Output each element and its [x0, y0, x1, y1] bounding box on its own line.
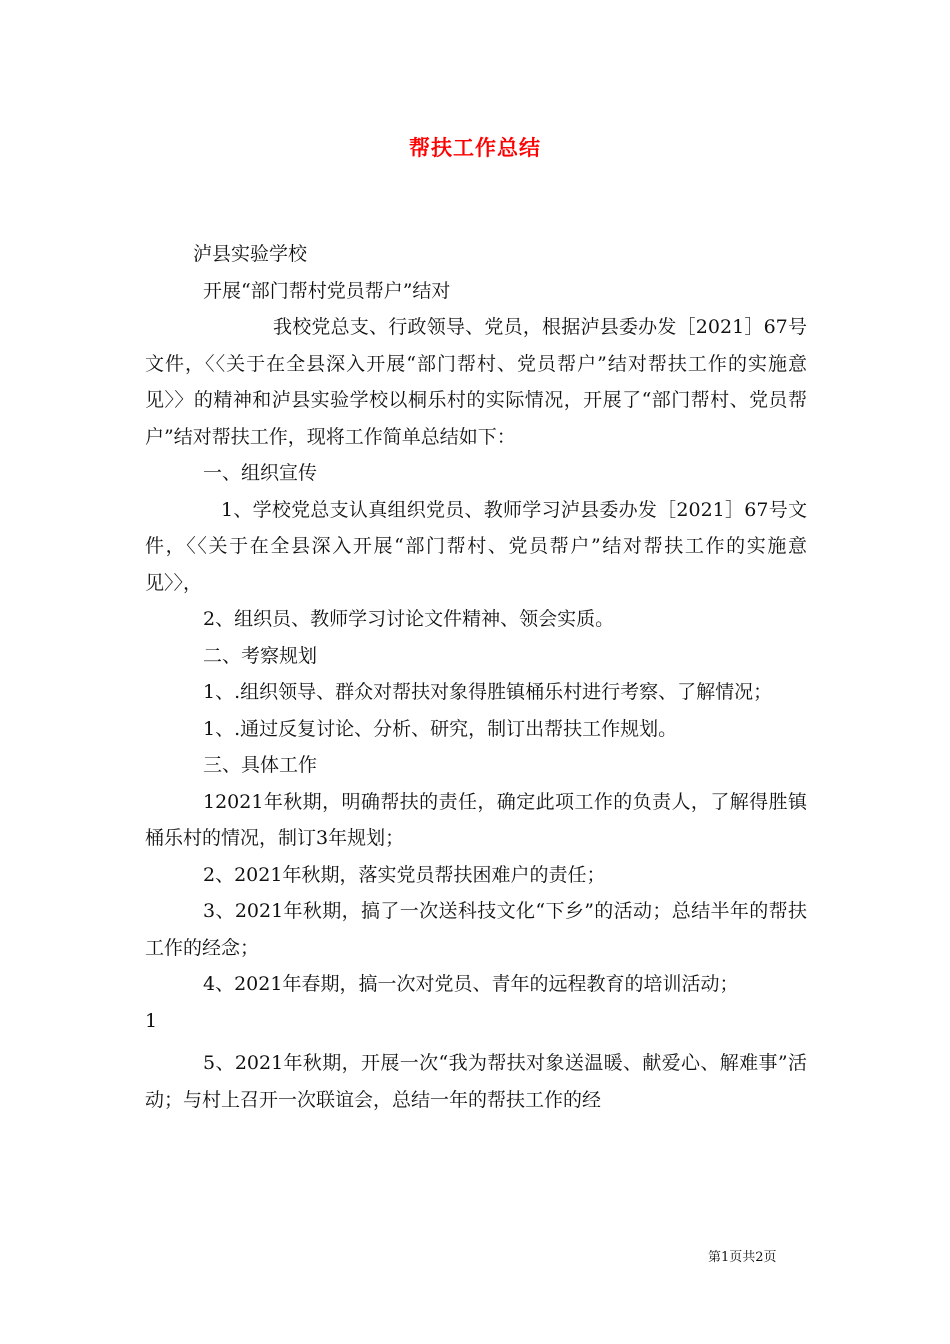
list-item: 5、2021年秋期，开展一次“我为帮扶对象送温暖、献爱心、解难事”活动；与村上召开一次联谊会，总结一年的帮扶工作的经 — [145, 1052, 807, 1111]
section-heading: 二、考察规划 — [203, 644, 318, 667]
list-item: 3、2021年秋期，搞了一次送科技文化“下乡”的活动；总结半年的帮扶工作的经念； — [145, 900, 807, 959]
page-title: 帮扶工作总结 — [409, 136, 541, 160]
list-item: 12021年秋期，明确帮扶的责任，确定此项工作的负责人，了解得胜镇桶乐村的情况，制订3年规划； — [145, 790, 807, 849]
list-item: 1、学校党总支认真组织党员、教师学习泸县委办发［2021］67号文件，〈〈关于在全县深入开展“部门帮村、党员帮户”结对帮扶工作的实施意见〉〉， — [145, 498, 807, 594]
page-number: 第1页共2页 — [708, 1250, 777, 1265]
list-item: 1、.组织领导、群众对帮扶对象得胜镇桶乐村进行考察、了解情况； — [203, 681, 773, 703]
subtitle: 开展“部门帮村党员帮户”结对 — [203, 279, 451, 302]
list-item: 1、.通过反复讨论、分析、研究，制订出帮扶工作规划。 — [203, 717, 678, 740]
section-heading: 三、具体工作 — [203, 754, 318, 776]
list-item-continuation: 1 — [145, 1009, 158, 1032]
section-heading: 一、组织宣传 — [203, 462, 318, 484]
intro-paragraph: 我校党总支、行政领导、党员，根据泸县委办发［2021］67号文件，〈〈关于在全县深入开展“部门帮村、党员帮户”结对帮扶工作的实施意见〉〉的精神和泸县实验学校以桐乐村的实际情况，开展了“部门帮村、党员帮户”结对帮扶工作，现将工作简单总结如下： — [145, 316, 807, 448]
list-item: 2、组织员、教师学习讨论文件精神、领会实质。 — [203, 608, 615, 630]
document-body — [145, 236, 807, 1118]
list-item: 4、2021年春期，搞一次对党员、青年的远程教育的培训活动； — [203, 973, 739, 995]
list-item: 2、2021年秋期，落实党员帮扶困难户的责任； — [203, 863, 606, 886]
school-name: 泸县实验学校 — [193, 243, 308, 265]
